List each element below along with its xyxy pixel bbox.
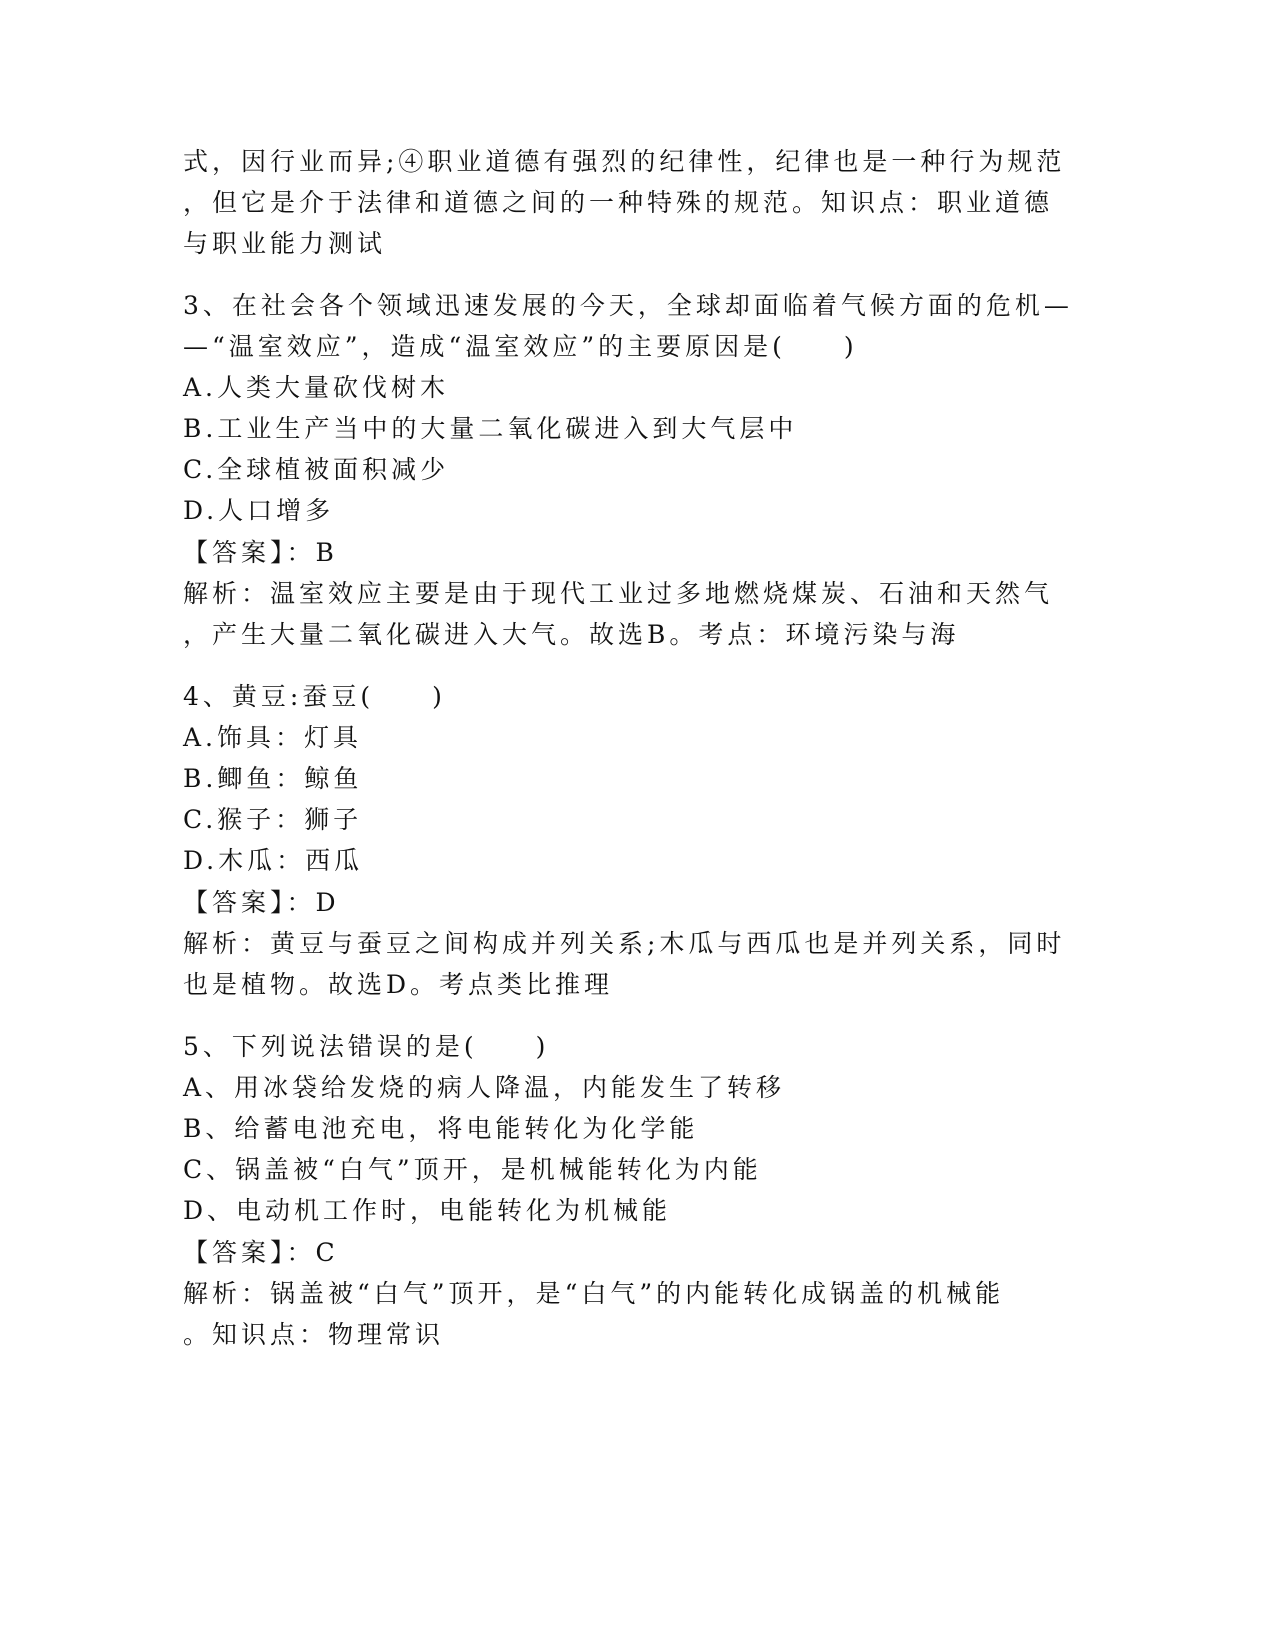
option-c: C.猴子：狮子 [183,805,363,834]
question-stem: 4、黄豆:蚕豆( ) [183,682,446,711]
analysis: 解析：锅盖被“白气”顶开，是“白气”的内能转化成锅盖的机械能 [183,1279,1005,1308]
option-a: A.人类大量砍伐树木 [183,373,450,402]
text-line: 式，因行业而异;④职业道德有强烈的纪律性，纪律也是一种行为规范 [183,147,1066,176]
analysis: 解析：温室效应主要是由于现代工业过多地燃烧煤炭、石油和天然气 [183,579,1054,608]
analysis: 。知识点：物理常识 [183,1320,445,1349]
option-a: A.饰具：灯具 [183,723,363,752]
analysis: 解析：黄豆与蚕豆之间构成并列关系;木瓜与西瓜也是并列关系，同时 [183,929,1066,958]
analysis: 也是植物。故选D。考点类比推理 [183,970,614,999]
answer: 【答案】：B [183,538,338,567]
text-line: 与职业能力测试 [183,229,387,258]
option-c: C.全球植被面积减少 [183,455,450,484]
option-b: B.鲫鱼：鲸鱼 [183,764,363,793]
question-stem: —“温室效应”，造成“温室效应”的主要原因是( ) [183,332,858,361]
question-stem: 5、下列说法错误的是( ) [183,1032,550,1061]
option-d: D.木瓜：西瓜 [183,846,364,875]
option-d: D、电动机工作时，电能转化为机械能 [183,1196,672,1225]
option-b: B.工业生产当中的大量二氧化碳进入到大气层中 [183,414,798,443]
answer: 【答案】：C [183,1238,339,1267]
question-stem: 3、在社会各个领域迅速发展的今天，全球却面临着气候方面的危机— [183,291,1073,320]
option-d: D.人口增多 [183,496,335,525]
text-line: ，但它是介于法律和道德之间的一种特殊的规范。知识点：职业道德 [183,188,1054,217]
answer: 【答案】：D [183,888,340,917]
option-c: C、锅盖被“白气”顶开，是机械能转化为内能 [183,1155,762,1184]
option-b: B、给蓄电池充电，将电能转化为化学能 [183,1114,699,1143]
option-a: A、用冰袋给发烧的病人降温，内能发生了转移 [183,1073,786,1102]
analysis: ，产生大量二氧化碳进入大气。故选B。考点：环境污染与海 [183,620,960,649]
